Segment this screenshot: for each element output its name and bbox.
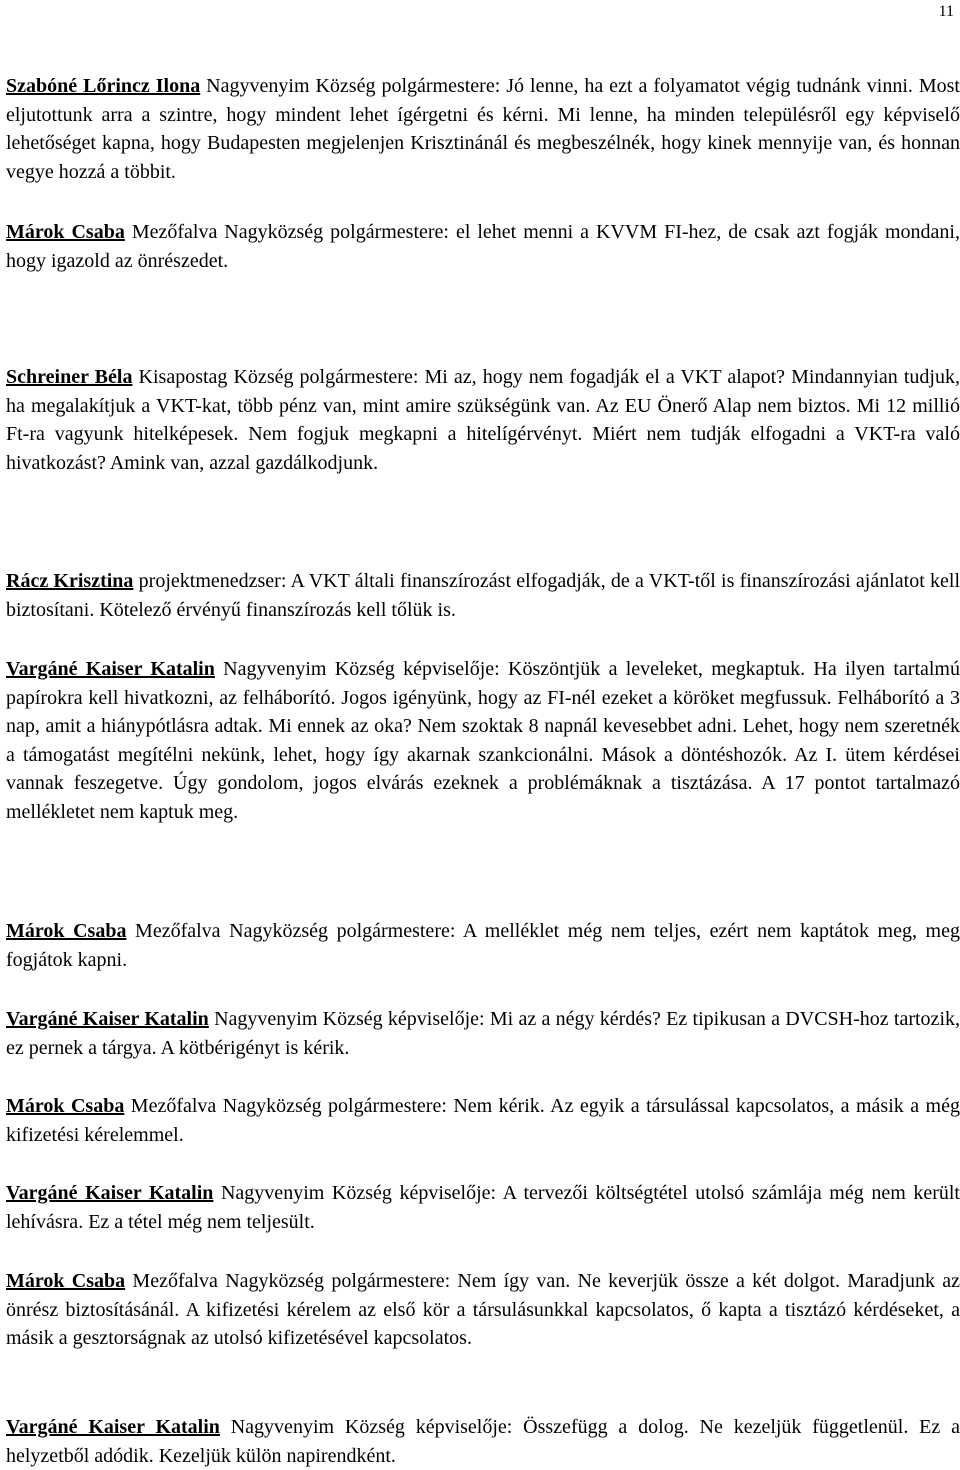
speaker-name: Márok Csaba [6, 221, 125, 243]
paragraph-text: Kisapostag Község polgármestere: Mi az, hogy nem fogadják el a VKT alapot? Mindannyian tudjuk, ha megalakítjuk a VKT-kat, több pénz van, mint amire szükségünk van. Az EU Önerő Alap nem biztos. Mi 12 millió Ft-ra vagyunk hitelképesek. Nem fogjuk megkapni a hitelígérvényt. Miért nem tudják elfogadni a VKT-ra való hivatkozást? Amink van, azzal gazdálkodjunk. [6, 366, 960, 474]
paragraph-marok-2 [6, 917, 960, 974]
paragraph-vargane-3 [6, 1179, 960, 1236]
paragraph-marok-1 [6, 218, 960, 275]
paragraph-text: Nagyvenyim Község képviselője: Összefügg a dolog. Ne kezeljük függetlenül. Ez a helyzetből adódik. Kezeljük külön napirendként. [6, 1416, 960, 1467]
paragraph-szabone [6, 72, 960, 186]
paragraph-racz [6, 567, 960, 624]
paragraph-vargane-1 [6, 655, 960, 827]
paragraph-text: Nagyvenyim Község képviselője: A tervezői költségtétel utolsó számlája még nem került lehívásra. Ez a tétel még nem teljesült. [6, 1182, 960, 1233]
speaker-name: Vargáné Kaiser Katalin [6, 1416, 220, 1438]
paragraph-vargane-2 [6, 1005, 960, 1062]
paragraph-vargane-4 [6, 1413, 960, 1470]
paragraph-text: Nagyvenyim Község képviselője: Mi az a négy kérdés? Ez tipikusan a DVCSH-hoz tartozik, ez pernek a tárgya. A kötbérigényt is kérik. [6, 1008, 960, 1059]
paragraph-text: Nagyvenyim Község polgármestere: Jó lenne, ha ezt a folyamatot végig tudnánk vinni. Most eljutottunk arra a szintre, hogy mindent lehet ígérgetni és kérni. Mi lenne, ha minden településről egy képviselő lehetőséget kapna, hogy Budapesten megjelenjen Krisztinánál és megbeszélnék, hogy kinek mennyije van, és honnan vegye hozzá a többit. [6, 75, 960, 183]
page-number: 11 [938, 3, 954, 20]
speaker-name: Márok Csaba [6, 920, 127, 942]
speaker-name: Rácz Krisztina [6, 570, 134, 592]
paragraph-text: projektmenedzser: A VKT általi finanszírozást elfogadják, de a VKT-től is finanszírozási ajánlatot kell biztosítani. Kötelező érvényű finanszírozás kell tőlük is. [6, 570, 960, 621]
paragraph-text: Mezőfalva Nagyközség polgármestere: Nem így van. Ne keverjük össze a két dolgot. Maradjunk az önrész biztosításánál. A kifizetési kérelem az első kör a társulásunkkal kapcsolatos, ő kapta a tisztázó kérdéseket, a másik a gesztorságnak az utolsó kifizetésével kapcsolatos. [6, 1270, 960, 1350]
speaker-name: Márok Csaba [6, 1270, 126, 1292]
paragraph-text: Mezőfalva Nagyközség polgármestere: A melléklet még nem teljes, ezért nem kaptátok meg, meg fogjátok kapni. [6, 920, 960, 971]
speaker-name: Márok Csaba [6, 1095, 125, 1117]
speaker-name: Szabóné Lőrincz Ilona [6, 75, 201, 97]
speaker-name: Vargáné Kaiser Katalin [6, 1008, 209, 1030]
paragraph-text: Mezőfalva Nagyközség polgármestere: Nem kérik. Az egyik a társulással kapcsolatos, a másik a még kifizetési kérelemmel. [6, 1095, 960, 1146]
speaker-name: Vargáné Kaiser Katalin [6, 658, 215, 680]
paragraph-marok-4 [6, 1267, 960, 1353]
paragraph-text: Nagyvenyim Község képviselője: Köszöntjük a leveleket, megkaptuk. Ha ilyen tartalmú papírokra kell hivatkozni, az felháborító. Jogos igényünk, hogy az FI-nél ezeket a köröket megfussuk. Felháborító a 3 nap, amit a hiánypótlásra adtak. Mi ennek az oka? Nem szoktak 8 napnál kevesebbet adni. Lehet, hogy nem szeretnék a támogatást megítélni nekünk, lehet, hogy így akarnak szankcionálni. Mások a döntéshozók. Az I. ütem kérdései vannak feszegetve. Úgy gondolom, jogos elvárás ezeknek a problémáknak a tisztázása. A 17 pontot tartalmazó mellékletet nem kaptuk meg. [6, 658, 960, 823]
paragraph-text: Mezőfalva Nagyközség polgármestere: el lehet menni a KVVM FI-hez, de csak azt fogják mondani, hogy igazold az önrészedet. [6, 221, 960, 272]
speaker-name: Schreiner Béla [6, 366, 133, 388]
paragraph-schreiner [6, 363, 960, 477]
speaker-name: Vargáné Kaiser Katalin [6, 1182, 214, 1204]
paragraph-marok-3 [6, 1092, 960, 1149]
